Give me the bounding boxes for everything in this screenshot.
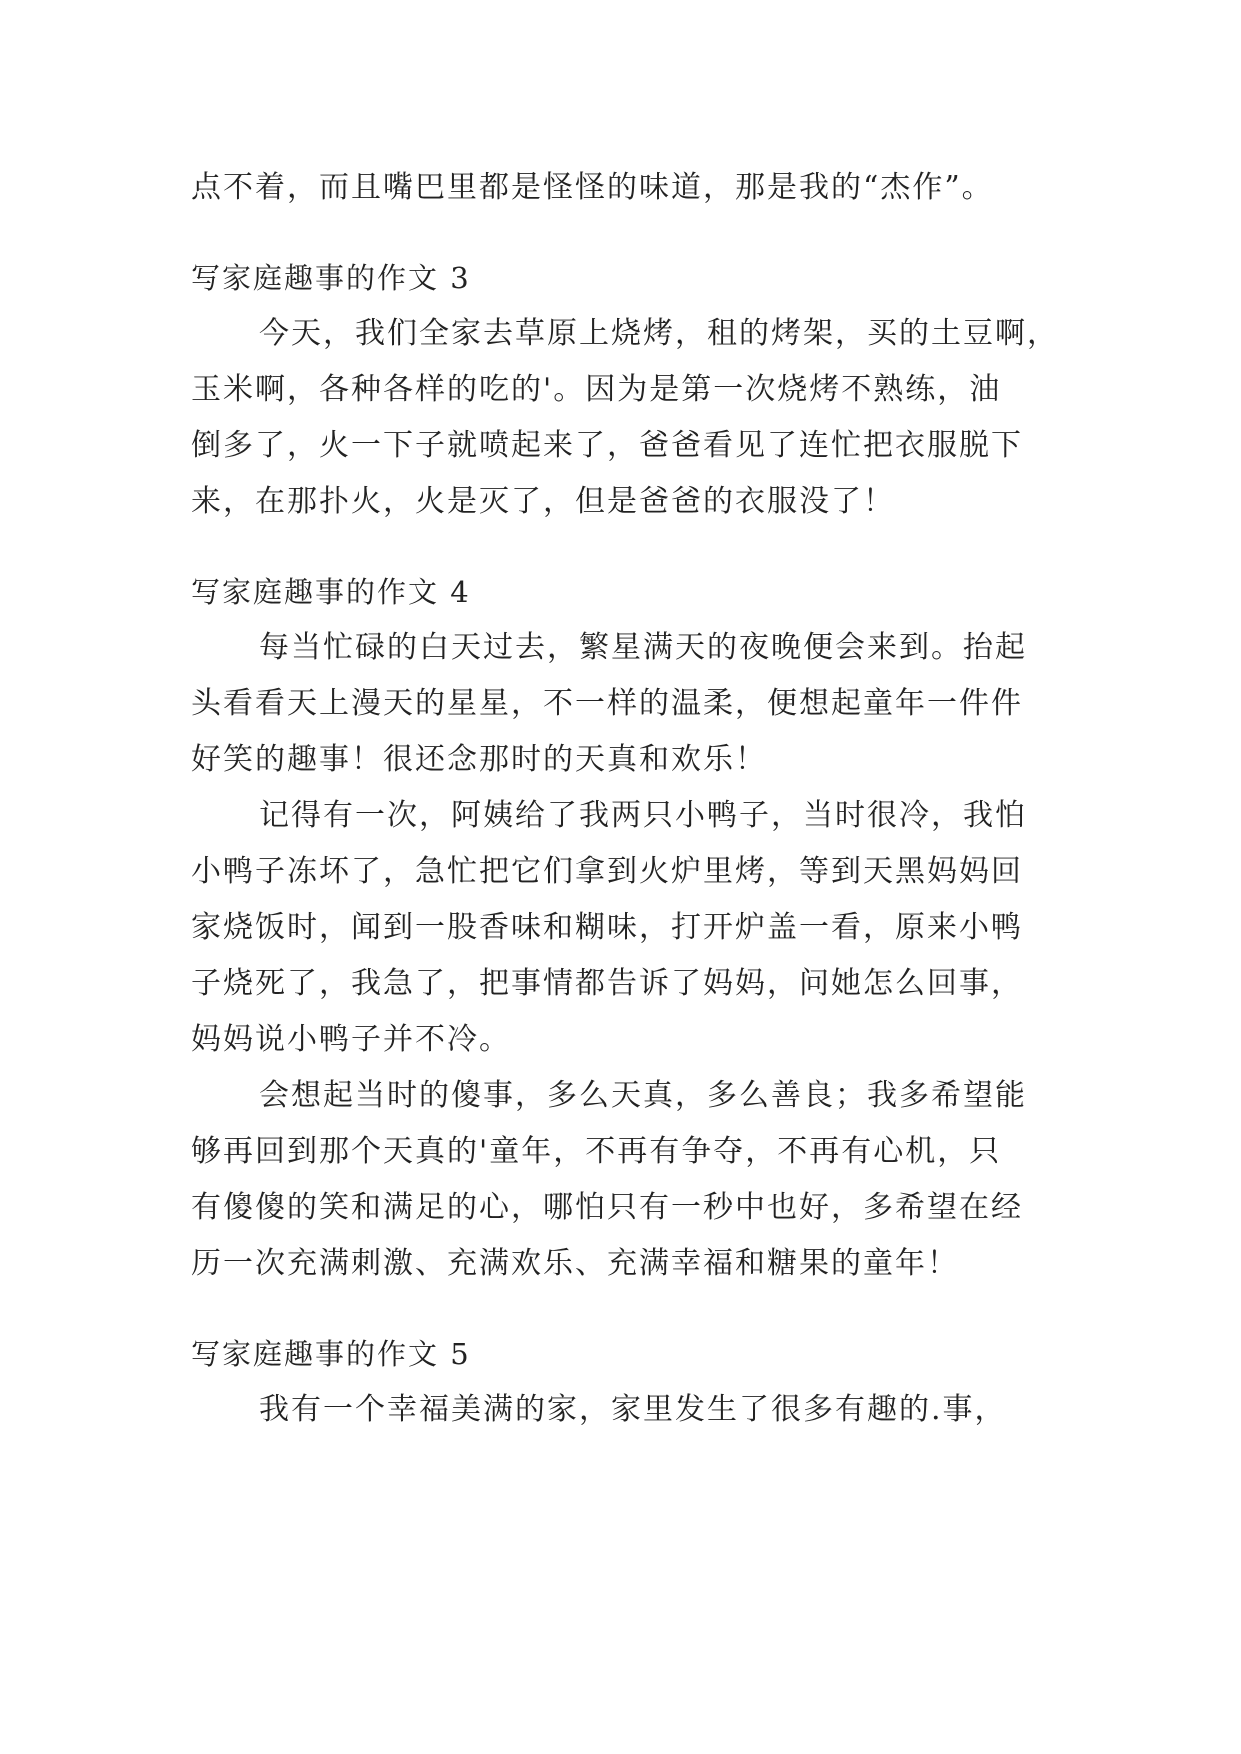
- paragraph-line: 有傻傻的笑和满足的心，哪怕只有一秒中也好，多希望在经: [191, 1190, 1023, 1225]
- paragraph-line: 点不着，而且嘴巴里都是怪怪的味道，那是我的“杰作”。: [191, 170, 994, 205]
- paragraph-line: 子烧死了，我急了，把事情都告诉了妈妈，问她怎么回事，: [191, 966, 1023, 1001]
- paragraph-line: 我有一个幸福美满的家，家里发生了很多有趣的.事，: [259, 1392, 1007, 1427]
- paragraph-line: 每当忙碌的白天过去，繁星满天的夜晚便会来到。抬起: [259, 630, 1027, 665]
- paragraph-line: 会想起当时的傻事，多么天真，多么善良；我多希望能: [259, 1078, 1027, 1113]
- paragraph-line: 历一次充满刺激、充满欢乐、充满幸福和糖果的童年！: [191, 1246, 959, 1281]
- section-heading-5: 写家庭趣事的作文 5: [191, 1337, 471, 1371]
- paragraph-line: 头看看天上漫天的星星，不一样的温柔，便想起童年一件件: [191, 686, 1023, 721]
- document-body: [191, 160, 1071, 1438]
- paragraph-line: 妈妈说小鸭子并不冷。: [191, 1022, 511, 1057]
- paragraph-line: 倒多了，火一下子就喷起来了，爸爸看见了连忙把衣服脱下: [191, 428, 1023, 463]
- section-spacer: [191, 530, 1071, 564]
- section-spacer: [191, 1292, 1071, 1326]
- section-heading-4: 写家庭趣事的作文 4: [191, 575, 471, 609]
- paragraph-line: 今天，我们全家去草原上烧烤，租的烤架，买的土豆啊，: [259, 316, 1059, 351]
- paragraph-line: 够再回到那个天真的'童年，不再有争夺，不再有心机，只: [191, 1134, 1002, 1169]
- paragraph-line: 小鸭子冻坏了，急忙把它们拿到火炉里烤，等到天黑妈妈回: [191, 854, 1023, 889]
- paragraph-line: 家烧饭时，闻到一股香味和糊味，打开炉盖一看，原来小鸭: [191, 910, 1023, 945]
- paragraph-line: 记得有一次，阿姨给了我两只小鸭子，当时很冷，我怕: [259, 798, 1027, 833]
- paragraph-line: 好笑的趣事！很还念那时的天真和欢乐！: [191, 742, 767, 777]
- section-spacer: [191, 216, 1071, 250]
- paragraph-line: 来，在那扑火，火是灭了，但是爸爸的衣服没了！: [191, 484, 895, 519]
- paragraph-line: 玉米啊，各种各样的吃的'。因为是第一次烧烤不熟练，油: [191, 372, 1002, 407]
- section-heading-3: 写家庭趣事的作文 3: [191, 261, 471, 295]
